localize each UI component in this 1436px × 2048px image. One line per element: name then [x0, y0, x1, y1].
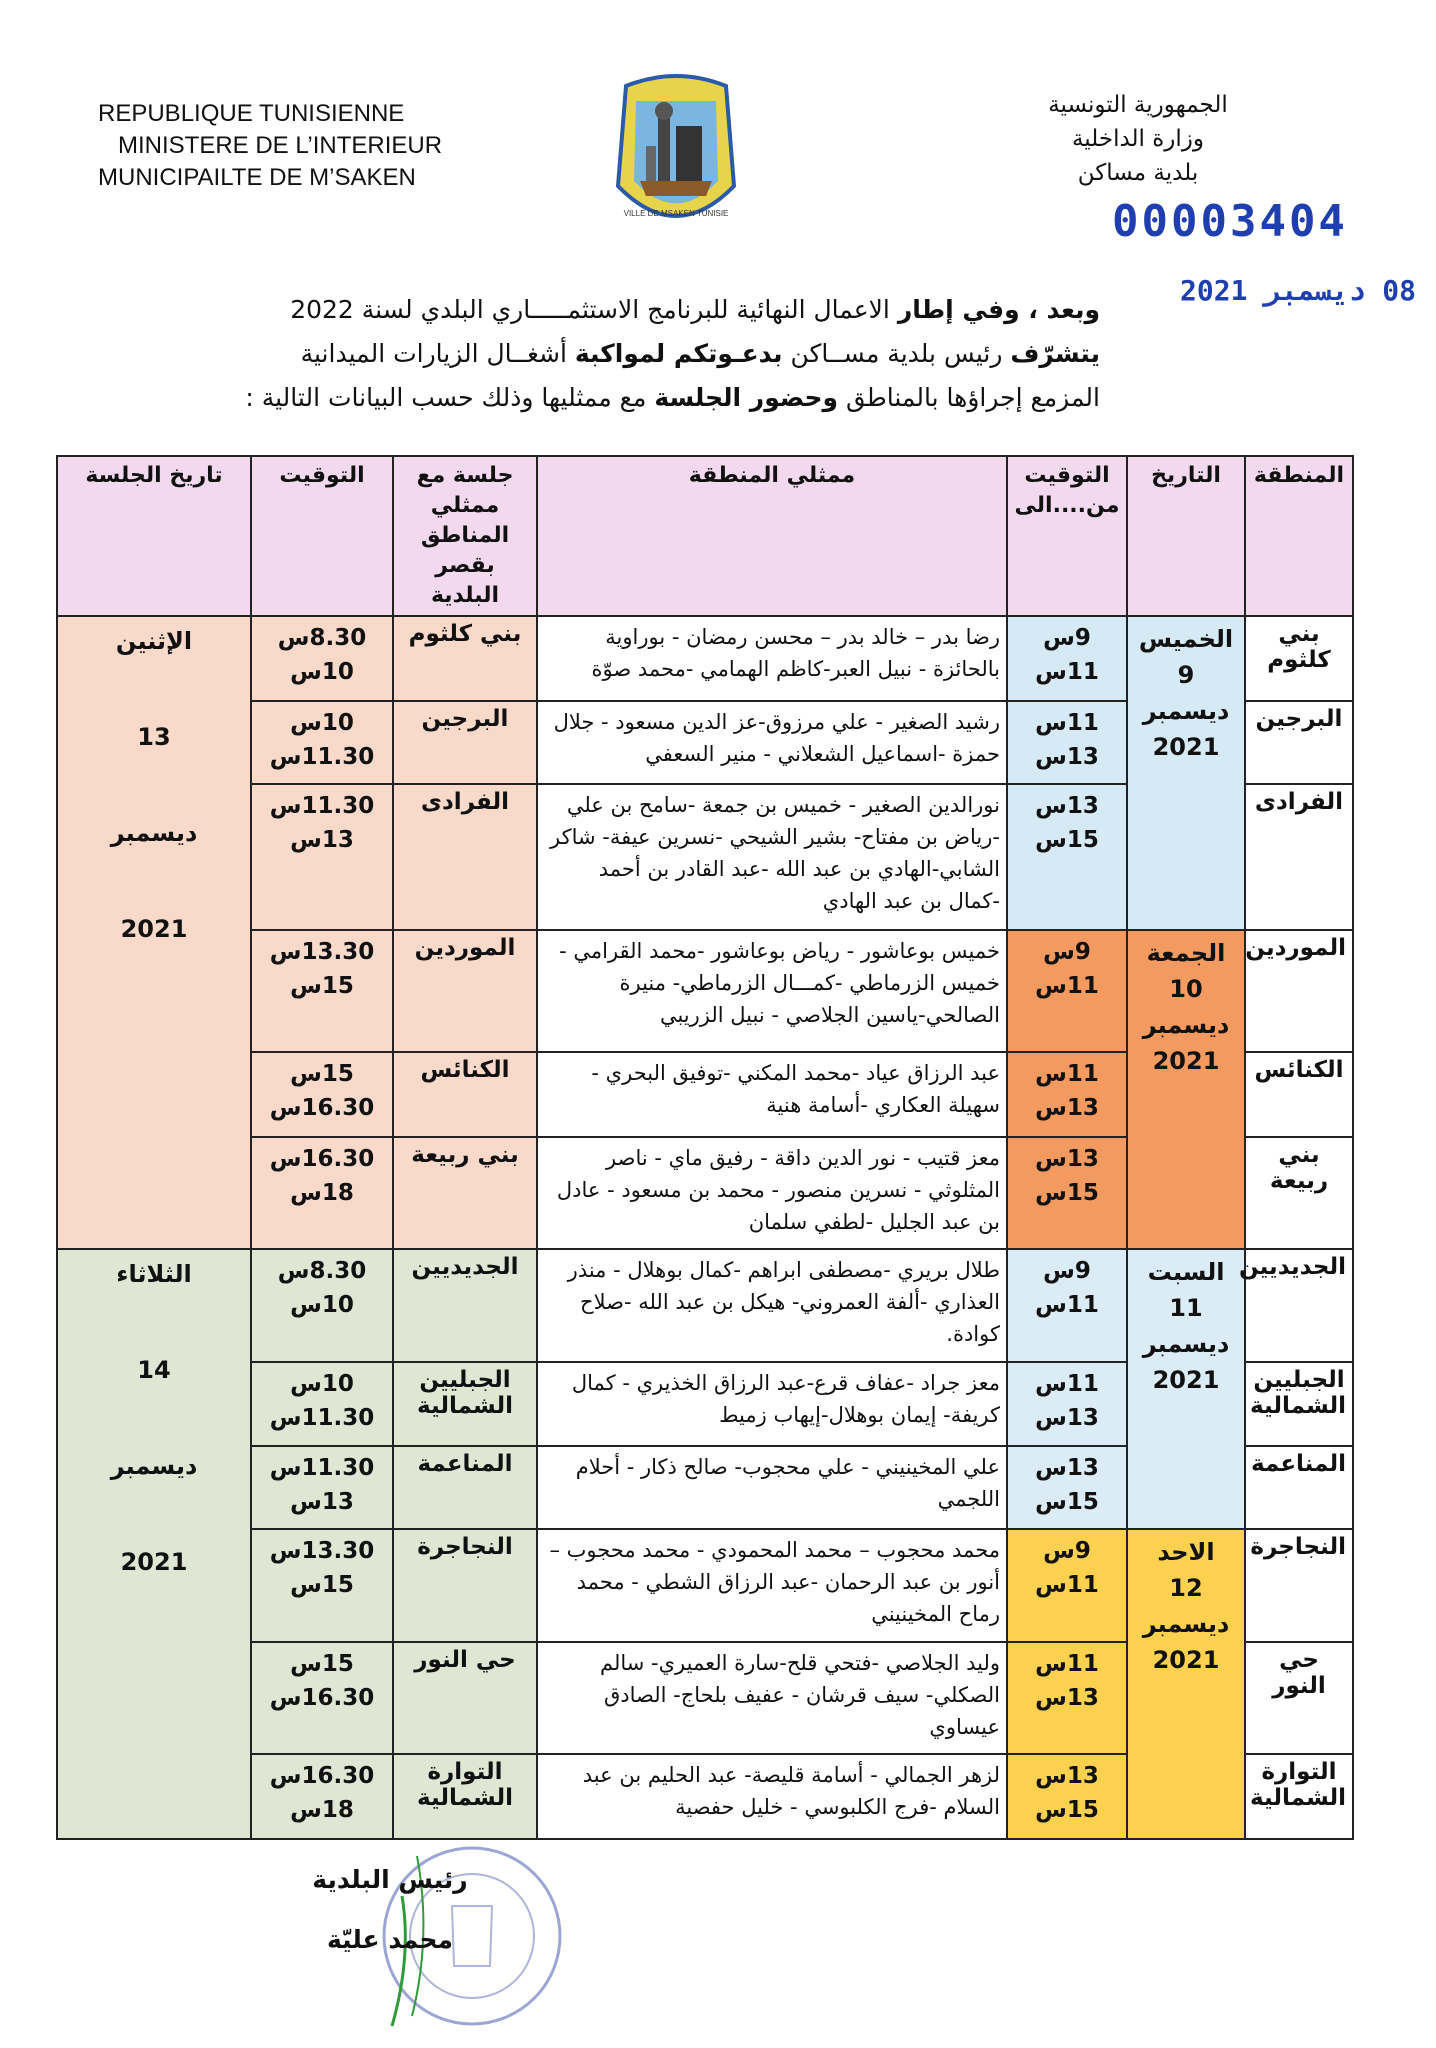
- session-time-from: 15س: [290, 1650, 354, 1677]
- session-time-to: 13س: [290, 826, 354, 853]
- session-time-from: 15س: [290, 1060, 354, 1087]
- session-region: البرجين: [393, 701, 537, 784]
- time-from: 9س: [1043, 938, 1091, 965]
- visit-date-year: 2021: [1152, 1366, 1220, 1395]
- time-to: 13س: [1035, 1094, 1099, 1121]
- visit-time: [1007, 1642, 1127, 1754]
- session-date-month: ديسمبر: [110, 1452, 198, 1481]
- table-row: [57, 1529, 1353, 1641]
- representatives: عبد الرزاق عياد -محمد المكني -توفيق البحري - سهيلة العكاري -أسامة هنية: [537, 1052, 1007, 1137]
- visit-date-day: الجمعة: [1146, 938, 1226, 967]
- col-session: جلسة مع ممثلي المناطق بقصر البلدية: [393, 456, 537, 616]
- session-time-from: 8.30س: [277, 1258, 367, 1285]
- region-name: الفرادى: [1245, 784, 1353, 930]
- session-time-to: 15س: [290, 972, 354, 999]
- session-time-to: 18س: [290, 1179, 354, 1206]
- session-time: [251, 1249, 393, 1361]
- visit-date-day: الاحد: [1157, 1538, 1215, 1567]
- visit-time: [1007, 1362, 1127, 1447]
- intro-text-1: الاعمال النهائية للبرنامج الاستثمـــــاري البلدي لسنة 2022: [290, 295, 898, 324]
- region-name: البرجين: [1245, 701, 1353, 784]
- region-name: بني كلثوم: [1245, 616, 1353, 701]
- session-region: النجاجرة: [393, 1529, 537, 1641]
- table-row: [57, 616, 1353, 701]
- session-time: [251, 784, 393, 930]
- representatives: لزهر الجمالي - أسامة قليصة- عبد الحليم بن عبد السلام -فرج الكلبوسي - خليل حفصية: [537, 1754, 1007, 1839]
- session-region: المناعمة: [393, 1446, 537, 1529]
- fr-ministry: MINISTERE DE L’INTERIEUR: [118, 132, 443, 159]
- session-time-to: 15س: [290, 1572, 354, 1599]
- visit-schedule-table: [56, 455, 1354, 1840]
- session-region: الفرادى: [393, 784, 537, 930]
- time-to: 15س: [1035, 1797, 1099, 1824]
- logo-text: VILLE DE MSAKEN TUNISIE: [623, 209, 729, 218]
- table-row: [57, 930, 1353, 1052]
- time-from: 13س: [1035, 792, 1099, 819]
- col-session-time: التوقيت: [251, 456, 393, 616]
- visit-date-year: 2021: [1152, 733, 1220, 761]
- intro-bold-3: وحضور الجلسة: [654, 383, 839, 412]
- col-date: التاريخ: [1127, 456, 1245, 616]
- signature-block: [300, 1850, 480, 1970]
- session-date: [57, 616, 251, 1249]
- visit-time: [1007, 1446, 1127, 1529]
- time-from: 11س: [1035, 1060, 1099, 1087]
- representatives: معز جراد -عفاف قرع-عبد الرزاق الخذيري - كمال كريفة- إيمان بوهلال-إيهاب زميط: [537, 1362, 1007, 1447]
- table-row: [57, 1249, 1353, 1361]
- visit-time: [1007, 701, 1127, 784]
- visit-date-day: السبت: [1147, 1258, 1225, 1287]
- session-time-to: 13س: [290, 1489, 354, 1516]
- intro-text-3b: مع ممثليها وذلك حسب البيانات التالية :: [245, 383, 655, 412]
- visit-time: [1007, 1529, 1127, 1641]
- time-from: 11س: [1035, 1370, 1099, 1397]
- time-from: 9س: [1043, 625, 1091, 651]
- fr-municipality: MUNICIPAILTE DE M’SAKEN: [98, 164, 416, 191]
- region-name: التوارة الشمالية: [1245, 1754, 1353, 1839]
- ar-municipality: بلدية مساكن: [1077, 160, 1199, 186]
- session-region: الجديديين: [393, 1249, 537, 1361]
- visit-date-month: ديسمبر: [1142, 1010, 1230, 1039]
- visit-time: [1007, 1249, 1127, 1361]
- session-time-from: 13.30س: [269, 1538, 375, 1565]
- time-to: 13س: [1035, 743, 1099, 770]
- time-to: 15س: [1035, 1489, 1099, 1516]
- visit-time: [1007, 1137, 1127, 1249]
- region-name: النجاجرة: [1245, 1529, 1353, 1641]
- intro-bold-2b: بدعـوتكم لمواكبة: [574, 339, 783, 368]
- visit-date-num: 9: [1177, 661, 1195, 689]
- time-to: 11س: [1035, 1292, 1099, 1319]
- session-time: [251, 1446, 393, 1529]
- session-time-from: 8.30س: [277, 625, 367, 651]
- session-time-to: 11.30س: [269, 743, 375, 770]
- time-from: 9س: [1043, 1258, 1091, 1285]
- visit-date-year: 2021: [1152, 1646, 1220, 1675]
- visit-date-num: 10: [1169, 974, 1203, 1003]
- session-time: [251, 1362, 393, 1447]
- session-time-from: 10س: [290, 1370, 354, 1397]
- intro-line-2: [140, 332, 1100, 376]
- header-arabic: [968, 88, 1308, 190]
- session-time: [251, 1642, 393, 1754]
- visit-date-month: ديسمبر: [1142, 1610, 1230, 1639]
- table-header-row: [57, 456, 1353, 616]
- representatives: نورالدين الصغير - خميس بن جمعة -سامح بن علي -رياض بن مفتاح- بشير الشيحي -نسرين عيفة- شاكر الشابي-الهادي بن عبد الله -عبد القادر بن أحمد -كمال بن عبد الهادي: [537, 784, 1007, 930]
- session-time: [251, 701, 393, 784]
- intro-text-2a: رئيس بلدية مســاكن: [782, 339, 1011, 368]
- visit-date-num: 12: [1169, 1574, 1203, 1603]
- session-date-num: 13: [137, 723, 171, 751]
- session-time-from: 11.30س: [269, 1455, 375, 1482]
- session-time: [251, 1754, 393, 1839]
- time-from: 13س: [1035, 1763, 1099, 1790]
- header-french: [98, 98, 518, 194]
- time-to: 13س: [1035, 1404, 1099, 1431]
- signature-title: رئيس البلدية: [312, 1865, 468, 1894]
- region-name: الجبليين الشمالية: [1245, 1362, 1353, 1447]
- session-time-from: 13.30س: [269, 938, 375, 965]
- representatives: علي المخينيني - علي محجوب- صالح ذكار - أحلام اللجمي: [537, 1446, 1007, 1529]
- time-from: 9س: [1043, 1538, 1091, 1565]
- session-time-to: 16.30س: [269, 1684, 375, 1711]
- session-date-num: 14: [137, 1356, 171, 1385]
- session-date: [57, 1249, 251, 1839]
- col-region: المنطقة: [1245, 456, 1353, 616]
- session-time-to: 18س: [290, 1797, 354, 1824]
- session-date-day: الإثنين: [115, 627, 193, 655]
- intro-bold-1: وبعد ، وفي إطار: [897, 295, 1100, 324]
- time-from: 11س: [1035, 709, 1099, 736]
- visit-time: [1007, 1052, 1127, 1137]
- time-from: 13س: [1035, 1145, 1099, 1172]
- visit-date-month: ديسمبر: [1142, 1330, 1230, 1359]
- fr-republic: REPUBLIQUE TUNISIENNE: [98, 100, 405, 127]
- session-region: الكنائس: [393, 1052, 537, 1137]
- time-to: 15س: [1035, 826, 1099, 853]
- representatives: رضا بدر – خالد بدر – محسن رمضان - بوراوية بالحائزة - نبيل العبر-كاظم الهمامي -محمد صوّة: [537, 616, 1007, 701]
- region-name: الموردين: [1245, 930, 1353, 1052]
- visit-time: [1007, 1754, 1127, 1839]
- session-date-year: 2021: [120, 915, 188, 943]
- region-name: الكنائس: [1245, 1052, 1353, 1137]
- session-time: [251, 1137, 393, 1249]
- session-date-day: الثلاثاء: [116, 1260, 192, 1289]
- session-region: الموردين: [393, 930, 537, 1052]
- representatives: رشيد الصغير - علي مرزوق-عز الدين مسعود - جلال حمزة -اسماعيل الشعلاني - منير السعفي: [537, 701, 1007, 784]
- intro-text-2b: أشغــال الزيارات الميدانية: [300, 339, 575, 368]
- session-time: [251, 616, 393, 701]
- intro-line-3: [140, 376, 1100, 420]
- session-date-month: ديسمبر: [110, 819, 198, 847]
- intro-line-1: [140, 288, 1100, 332]
- session-time: [251, 930, 393, 1052]
- time-to: 13س: [1035, 1684, 1099, 1711]
- session-time-to: 10س: [290, 659, 354, 685]
- visit-date-year: 2021: [1152, 1046, 1220, 1075]
- visit-date: [1127, 1249, 1245, 1529]
- representatives: طلال بريري -مصطفى ابراهم -كمال بوهلال - منذر العذاري -ألفة العمروني- هيكل بن عبد الله -صلاح كوادة.: [537, 1249, 1007, 1361]
- session-region: الجبليين الشمالية: [393, 1362, 537, 1447]
- region-name: بني ربيعة: [1245, 1137, 1353, 1249]
- col-session-date: تاريخ الجلسة: [57, 456, 251, 616]
- session-region: بني كلثوم: [393, 616, 537, 701]
- ar-republic: الجمهورية التونسية: [1048, 92, 1228, 118]
- invitation-text: [140, 288, 1100, 420]
- session-time: [251, 1052, 393, 1137]
- visit-time: [1007, 784, 1127, 930]
- time-from: 13س: [1035, 1455, 1099, 1482]
- col-reps: ممثلي المنطقة: [537, 456, 1007, 616]
- region-name: الجديديين: [1245, 1249, 1353, 1361]
- ar-ministry: وزارة الداخلية: [1071, 126, 1205, 152]
- registry-date-stamp: 08 ديسمبر 2021: [1180, 274, 1417, 307]
- registry-number-stamp: 00003404: [1112, 196, 1348, 247]
- visit-time: [1007, 930, 1127, 1052]
- representatives: محمد محجوب – محمد المحمودي - محمد محجوب – أنور بن عبد الرحمان -عبد الرزاق الشطي - محمد رماح المخينيني: [537, 1529, 1007, 1641]
- time-to: 15س: [1035, 1179, 1099, 1206]
- time-to: 11س: [1035, 972, 1099, 999]
- visit-date: [1127, 616, 1245, 930]
- col-time: التوقيت من....الى: [1007, 456, 1127, 616]
- session-region: التوارة الشمالية: [393, 1754, 537, 1839]
- session-time-from: 16.30س: [269, 1763, 375, 1790]
- region-name: المناعمة: [1245, 1446, 1353, 1529]
- session-time: [251, 1529, 393, 1641]
- session-time-from: 10س: [290, 709, 354, 736]
- time-from: 11س: [1035, 1650, 1099, 1677]
- signature-name: محمد عليّة: [326, 1925, 454, 1954]
- session-time-from: 11.30س: [269, 792, 375, 819]
- visit-time: [1007, 616, 1127, 701]
- session-time-to: 11.30س: [269, 1404, 375, 1431]
- municipality-logo: [606, 66, 746, 251]
- session-date-year: 2021: [120, 1548, 188, 1577]
- session-time-to: 10س: [290, 1292, 354, 1319]
- representatives: معز قتيب - نور الدين داقة - رفيق ماي - ناصر المثلوثي - نسرين منصور - محمد بن مسعود - عادل بن عبد الجليل -لطفي سلمان: [537, 1137, 1007, 1249]
- visit-date: [1127, 930, 1245, 1249]
- session-time-to: 16.30س: [269, 1094, 375, 1121]
- time-to: 11س: [1035, 1572, 1099, 1599]
- session-time-from: 16.30س: [269, 1145, 375, 1172]
- visit-date-month: ديسمبر: [1142, 697, 1230, 725]
- intro-text-3a: المزمع إجراؤها بالمناطق: [838, 383, 1100, 412]
- session-region: بني ربيعة: [393, 1137, 537, 1249]
- region-name: حي النور: [1245, 1642, 1353, 1754]
- time-to: 11س: [1035, 659, 1099, 685]
- intro-bold-2a: يتشرّف: [1010, 339, 1100, 368]
- representatives: وليد الجلاصي -فتحي قلح-سارة العميري- سالم الصكلي- سيف قرشان - عفيف بلحاج- الصادق عيساوي: [537, 1642, 1007, 1754]
- visit-date-day: الخميس: [1138, 625, 1234, 653]
- representatives: خميس بوعاشور - رياض بوعاشور -محمد القرامي - خميس الزرماطي -كمـــال الزرماطي- منيرة الصالحي-ياسين الجلاصي - نبيل الزريبي: [537, 930, 1007, 1052]
- session-region: حي النور: [393, 1642, 537, 1754]
- visit-date: [1127, 1529, 1245, 1839]
- visit-date-num: 11: [1169, 1294, 1203, 1323]
